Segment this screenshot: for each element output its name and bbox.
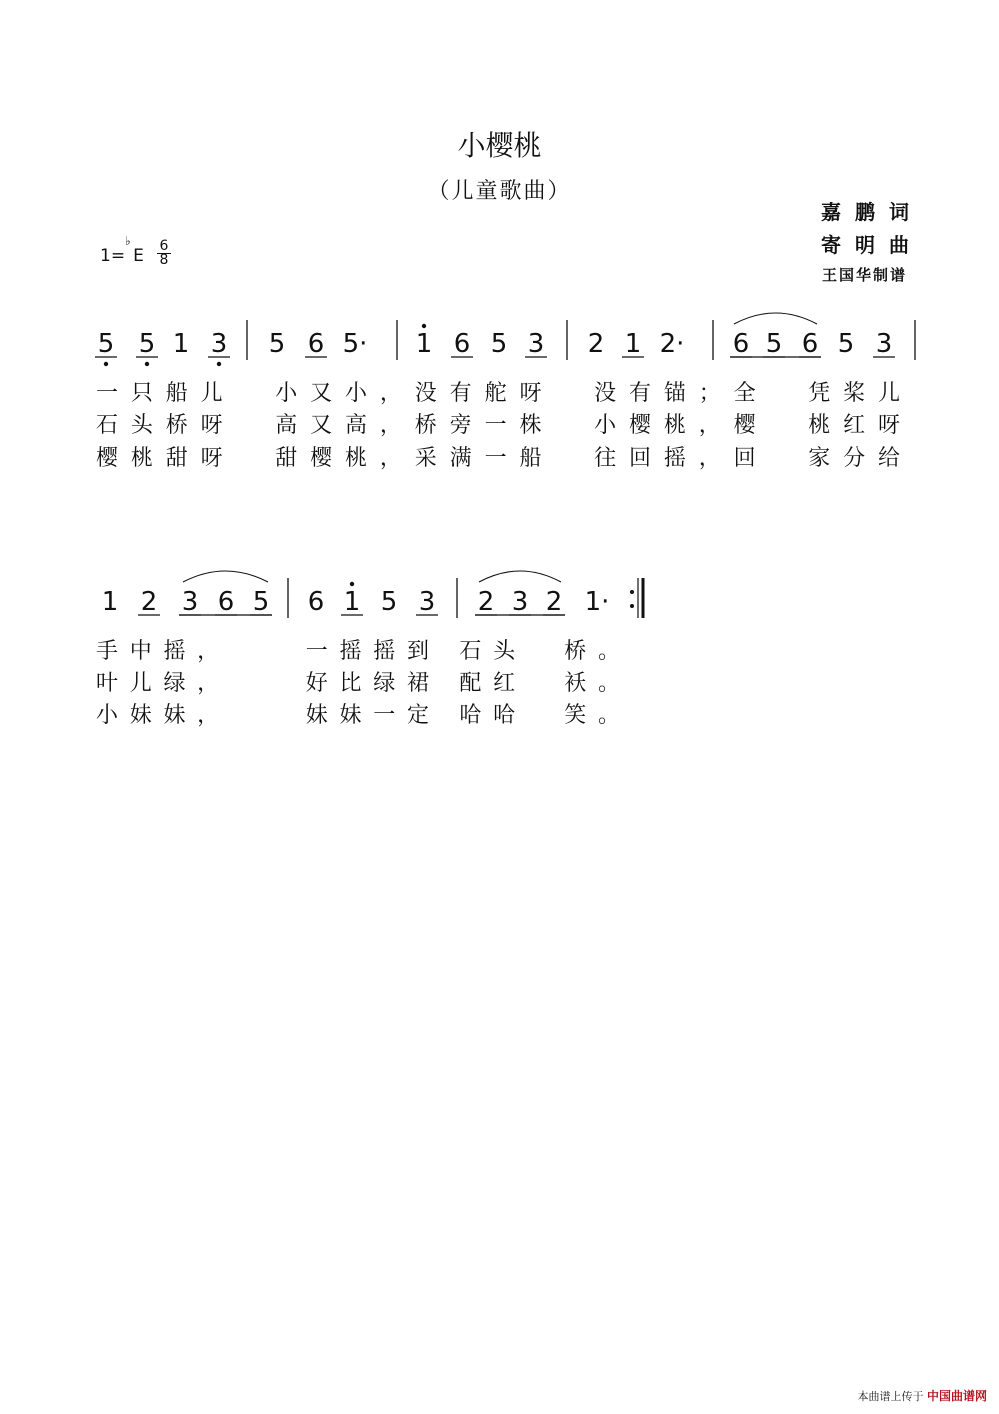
composer-credit: 寄明曲 bbox=[821, 233, 923, 257]
note: 2 bbox=[477, 587, 495, 617]
lyric-line: 樱桃甜呀 甜樱桃，采满一船 往回摇，回 家分给 bbox=[96, 446, 900, 471]
upper-octave-dot bbox=[350, 582, 354, 586]
arranger-credit: 王国华制谱 bbox=[821, 266, 907, 284]
note: 6 bbox=[801, 329, 819, 359]
note: 2 bbox=[545, 587, 563, 617]
song-subtitle: （儿童歌曲） bbox=[427, 179, 572, 204]
note: 3 bbox=[875, 329, 893, 359]
note: 1 bbox=[343, 587, 361, 617]
lyric-line: 手中摇， 一摇摇到 石头 桥。 bbox=[96, 639, 620, 664]
repeat-dot bbox=[630, 590, 634, 594]
key-prefix: 1= bbox=[100, 246, 126, 266]
slur bbox=[479, 571, 561, 582]
site-brand: 中国曲谱网 bbox=[926, 1389, 987, 1403]
note: 3 bbox=[418, 587, 436, 617]
footer-text: 本曲谱上传于 bbox=[857, 1390, 924, 1403]
meter-top: 6 bbox=[159, 238, 169, 254]
note: 5 bbox=[268, 329, 286, 359]
lower-octave-dot bbox=[145, 362, 149, 366]
note: 5 bbox=[380, 587, 398, 617]
note: 6 bbox=[732, 329, 750, 359]
note: 1 bbox=[624, 329, 642, 359]
note: 3 bbox=[527, 329, 545, 359]
note: 5 bbox=[490, 329, 508, 359]
lyricist-credit: 嘉鹏词 bbox=[821, 200, 923, 224]
note: 3 bbox=[511, 587, 529, 617]
key-note: E bbox=[133, 246, 144, 266]
note: 2 bbox=[587, 329, 605, 359]
lyric-line: 石头桥呀 高又高，桥旁一株 小樱桃，樱 桃红呀 bbox=[96, 413, 900, 438]
note: 5 bbox=[97, 329, 115, 359]
note: 1 bbox=[415, 329, 433, 359]
lower-octave-dot bbox=[104, 362, 108, 366]
flat-icon: ♭ bbox=[125, 234, 131, 248]
meter-bottom: 8 bbox=[157, 253, 171, 267]
note: 5 bbox=[837, 329, 855, 359]
lower-octave-dot bbox=[217, 362, 221, 366]
lyric-line: 一只船儿 小又小，没有舵呀 没有锚；全 凭桨儿 bbox=[96, 381, 900, 406]
note: 1 bbox=[172, 329, 190, 359]
lyric-line: 小妹妹， 妹妹一定 哈哈 笑。 bbox=[96, 703, 620, 728]
repeat-dot bbox=[630, 604, 634, 608]
note: 5 bbox=[765, 329, 783, 359]
note: 5· bbox=[342, 329, 368, 359]
note: 3 bbox=[181, 587, 199, 617]
slur bbox=[183, 571, 268, 582]
note: 1 bbox=[101, 587, 119, 617]
note: 2· bbox=[659, 329, 685, 359]
lyric-line: 叶儿绿， 好比绿裙 配红 袄。 bbox=[96, 671, 620, 696]
note: 1· bbox=[584, 587, 610, 617]
note: 2 bbox=[140, 587, 158, 617]
note: 6 bbox=[307, 587, 325, 617]
song-title: 小樱桃 bbox=[457, 129, 542, 162]
note: 5 bbox=[138, 329, 156, 359]
slur bbox=[734, 313, 817, 324]
note: 6 bbox=[217, 587, 235, 617]
note: 5 bbox=[252, 587, 270, 617]
note: 3 bbox=[210, 329, 228, 359]
note: 6 bbox=[307, 329, 325, 359]
note: 6 bbox=[453, 329, 471, 359]
footer-source bbox=[857, 1387, 987, 1404]
upper-octave-dot bbox=[422, 324, 426, 328]
